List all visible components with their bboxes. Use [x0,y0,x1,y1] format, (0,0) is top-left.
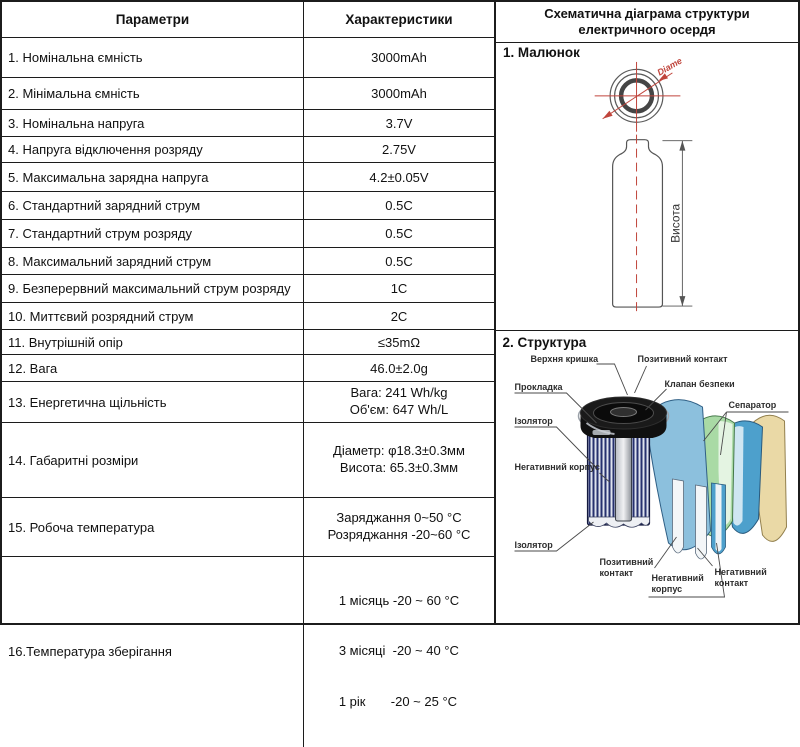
param-cell: 5. Максимальна зарядна напруга [2,163,304,191]
insulator-bottom-label: Ізолятор [514,540,553,550]
value-cell: 0.5C [385,226,413,241]
separator-label: Сепаратор [728,400,777,410]
param-cell: 12. Вага [2,355,304,381]
param-header: Параметри [2,2,304,37]
table-row [2,192,494,220]
top-cap-label: Верхня кришка [530,354,599,364]
param-cell: 4. Напруга відключення розряду [2,137,304,162]
section2-title: 2. Структура [502,335,587,350]
positive-contact-label: Позитивний контакт [637,354,728,364]
negative-case-label: Негативний корпус [514,462,600,472]
positive-contact-bottom-label: Позитивний [599,557,654,567]
param-cell: 8. Максимальний зарядний струм [2,248,304,274]
value-line: Діаметр: φ18.3±0.3мм [333,443,465,459]
table-row [2,78,494,110]
table-row [2,163,494,192]
value-cell: 0.5C [385,198,413,213]
positive-contact-sheet [673,479,684,553]
value-line: Заряджання 0~50 °C [336,510,462,526]
insulator-top-label: Ізолятор [514,416,553,426]
battery-top-view [595,56,684,132]
value-cell [304,382,494,422]
drawing-section [496,43,798,331]
param-cell: 6. Стандартний зарядний струм [2,192,304,219]
panel-title-line2: електричного осердя [578,22,716,37]
battery-outline [613,140,663,307]
battery-drawing [496,43,798,330]
section1-title: 1. Малюнок [503,44,580,60]
value-cell: 2C [390,308,408,324]
param-cell: 10. Миттєвий розрядний струм [2,303,304,329]
param-cell: 13. Енергетична щільність [2,382,304,422]
diagram-panel [496,2,798,623]
table-row [2,137,494,163]
param-cell: 15. Робоча температура [2,498,304,556]
value-line: 1 місяць -20 ~ 60 °C [338,592,460,608]
battery-cutaway [579,397,787,559]
table-row [2,38,494,78]
value-cell [304,423,494,497]
value-line: Розряджання -20~60 °C [327,527,471,542]
top-cap [579,397,669,438]
structure-diagram [496,331,798,623]
negative-case-bottom-label: Негативний [651,573,704,583]
param-cell: 9. Безперервний максимальний струм розряду [2,275,304,302]
value-cell: ≤35mΩ [377,334,421,350]
spec-table [2,2,496,710]
table-row [2,330,494,355]
gasket-label: Прокладка [514,382,563,392]
table-row [2,248,494,275]
positive-contact-bottom-label: контакт [599,568,634,578]
center-pin [616,425,632,521]
panel-title [496,2,798,43]
negative-contact-label: Негативний [714,567,767,577]
value-header: Характеристики [345,12,453,27]
value-cell: 2.75V [382,142,416,157]
structure-section [496,331,798,623]
value-cell [304,557,494,747]
table-row [2,423,494,498]
value-cell [304,498,494,556]
value-line: Висота: 65.3±0.3мм [339,460,459,475]
value-line: Об'єм: 647 Wh/L [349,402,449,417]
negative-case-sheet [696,485,707,559]
value-cell: 3000mAh [371,50,427,65]
table-row [2,382,494,423]
value-cell: 1C [390,281,408,296]
param-cell: 7. Стандартний струм розряду [2,220,304,247]
negative-case-bottom-label: корпус [651,584,683,594]
table-header-row [2,2,494,38]
param-cell: 16.Температура зберігання [2,557,304,747]
height-label: Висота [668,203,683,243]
table-row [2,220,494,248]
param-cell: 2. Мінімальна ємність [2,78,304,109]
value-line: 3 місяці -20 ~ 40 °C [338,643,459,659]
table-row [2,355,494,382]
value-cell: 0.5C [385,253,413,269]
param-cell: 3. Номінальна напруга [2,110,304,136]
param-cell: 1. Номінальна ємність [2,38,304,77]
value-cell: 3.7V [385,115,413,131]
negative-contact-label: контакт [714,578,749,588]
table-row [2,557,494,747]
table-row [2,110,494,137]
value-cell: 46.0±2.0g [370,360,428,376]
value-cell: 3000mAh [371,86,427,101]
safety-valve-label: Клапан безпеки [664,379,735,389]
table-row [2,275,494,303]
battery-side-view [613,135,693,314]
table-row [2,303,494,330]
value-line: Вага: 241 Wh/kg [350,385,448,401]
param-cell: 14. Габаритні розміри [2,423,304,497]
value-line: 1 рік -20 ~ 25 °C [338,694,458,710]
negative-contact-inner [716,484,722,552]
table-row [2,498,494,557]
panel-title-line1: Схематична діаграма структури [544,5,750,21]
value-cell: 4.2±0.05V [369,169,429,185]
diameter-label: Diame [655,55,684,78]
param-cell: 11. Внутрішній опір [2,330,304,354]
